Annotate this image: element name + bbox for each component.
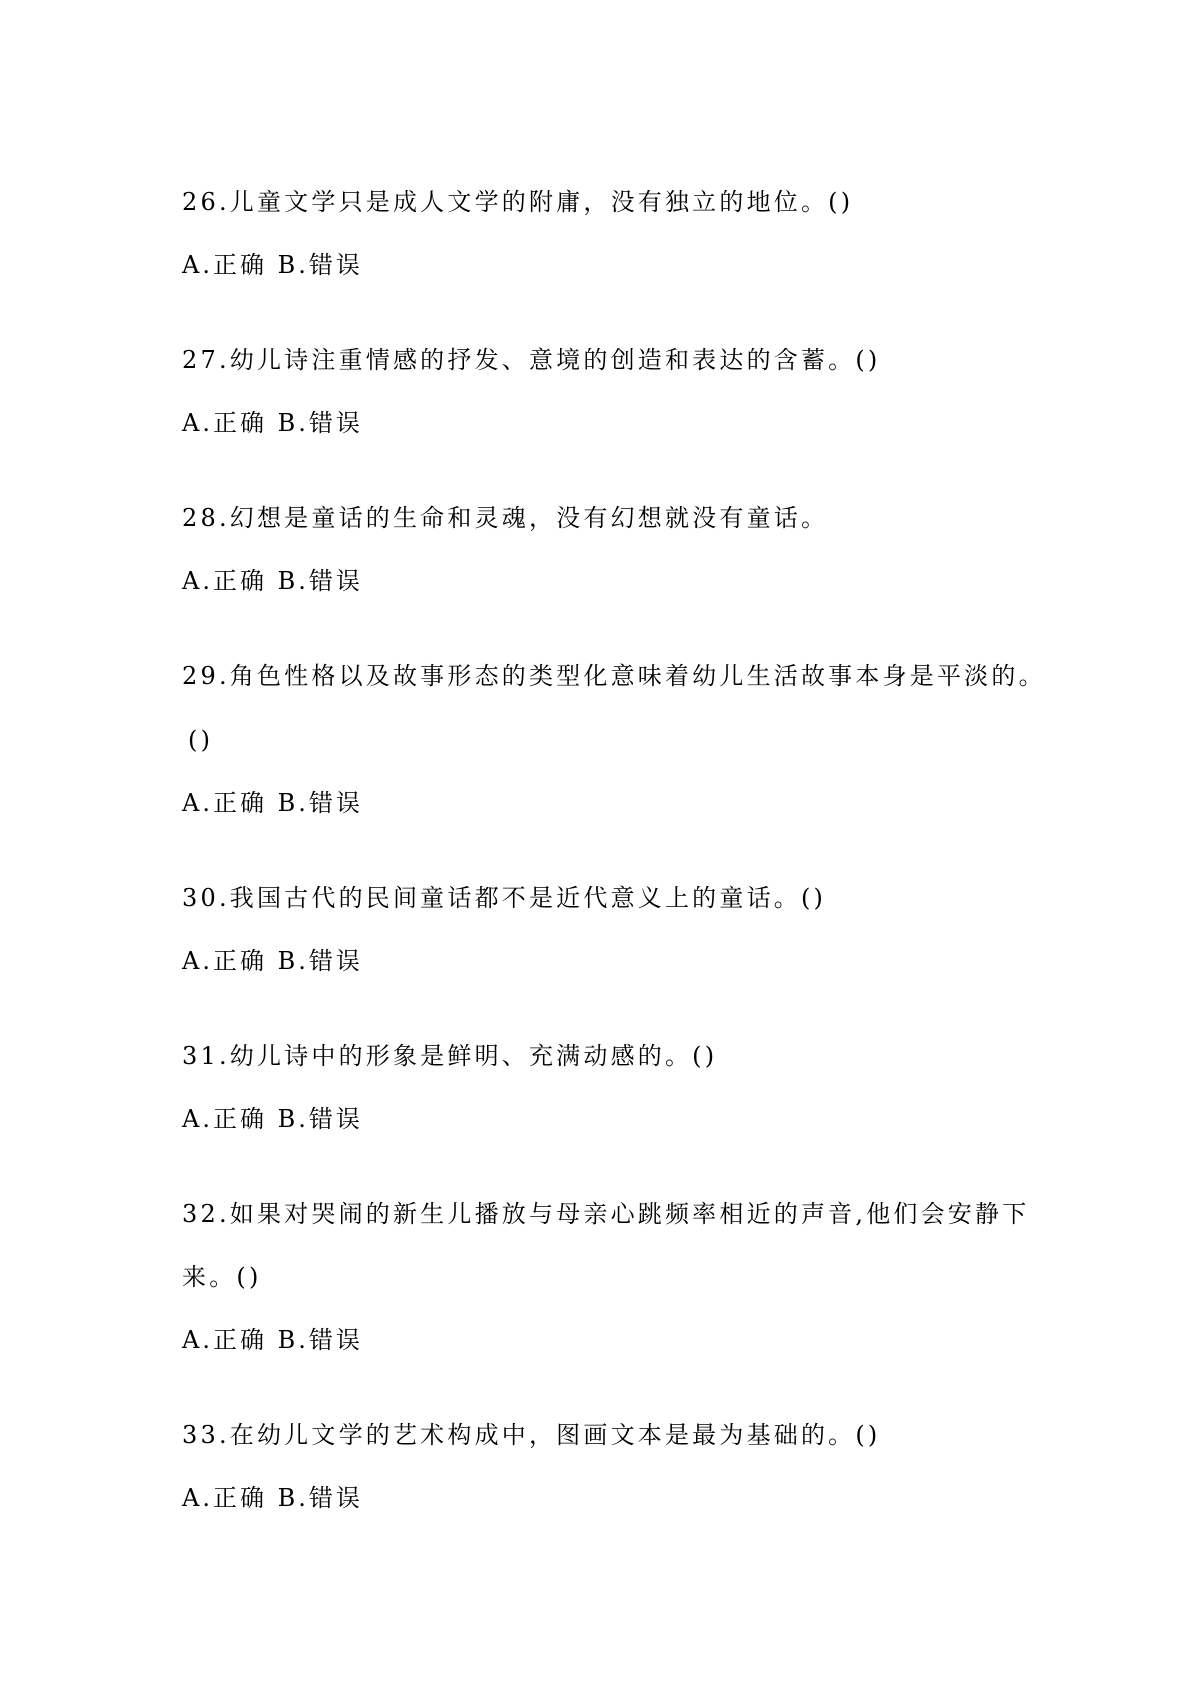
question-31-options: A.正确 B.错误 [182,1105,363,1133]
question-28-text: 28.幻想是童话的生命和灵魂，没有幻想就没有童话。 [182,504,829,532]
question-32-text-continued: 来。() [182,1263,262,1291]
question-27-options: A.正确 B.错误 [182,409,363,437]
question-28-options: A.正确 B.错误 [182,567,363,595]
question-30-options: A.正确 B.错误 [182,947,363,975]
question-32-options: A.正确 B.错误 [182,1326,363,1354]
question-33-options: A.正确 B.错误 [182,1484,363,1512]
question-27-text: 27.幼儿诗注重情感的抒发、意境的创造和表达的含蓄。() [182,346,881,374]
question-29-options: A.正确 B.错误 [182,789,363,817]
question-26-text: 26.儿童文学只是成人文学的附庸，没有独立的地位。() [182,188,854,216]
question-29-text: 29.角色性格以及故事形态的类型化意味着幼儿生活故事本身是平淡的。 [182,662,1046,690]
question-31-text: 31.幼儿诗中的形象是鲜明、充满动感的。() [182,1042,718,1070]
question-33-text: 33.在幼儿文学的艺术构成中，图画文本是最为基础的。() [182,1421,881,1449]
question-29-text-continued: () [188,726,214,754]
question-32-text: 32.如果对哭闹的新生儿播放与母亲心跳频率相近的声音,他们会安静下 [182,1200,1030,1228]
question-26-options: A.正确 B.错误 [182,251,363,279]
question-30-text: 30.我国古代的民间童话都不是近代意义上的童话。() [182,884,827,912]
